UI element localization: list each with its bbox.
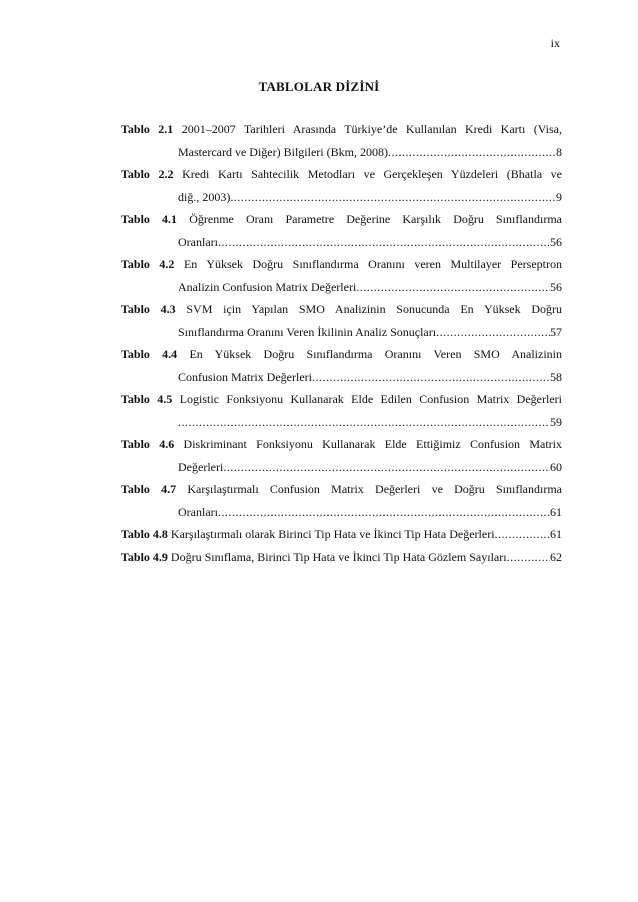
toc-entry-tablo-4-2[interactable] [121,253,562,298]
entry-last-line [121,501,562,524]
entry-page-number: 60 [550,459,562,474]
entry-label: Tablo 4.7 [121,482,177,496]
dot-leader [436,321,550,344]
entry-label: Tablo 4.2 [121,257,175,271]
toc-entry-tablo-4-3[interactable] [121,298,562,343]
entry-first-line [121,343,562,366]
entry-first-line [121,163,562,186]
entry-page-number: 59 [550,414,562,429]
entry-title: Doğru Sınıflama, Birinci Tip Hata ve İkinci Tip Hata Gözlem Sayıları [170,549,507,564]
toc-entry-tablo-4-7[interactable] [121,478,562,523]
toc-entry-tablo-2-2[interactable] [121,163,562,208]
toc-entry-tablo-2-1[interactable] [121,118,562,163]
entry-title-last: Mastercard ve Diğer) Bilgileri (Bkm, 2008) [178,144,388,159]
entry-first-line [121,388,562,411]
dot-leader [356,276,550,299]
entry-page-number: 9 [556,189,562,204]
dot-leader [223,456,550,479]
entry-page-number: 56 [550,279,562,294]
page-title: TABLOLAR DİZİNİ [258,79,380,94]
dot-leader [388,141,556,164]
entry-first-line [121,298,562,321]
entry-title-last: Analizin Confusion Matrix Değerleri [178,279,357,294]
entry-first-line [121,253,562,276]
entry-title-first: Öğrenme Oranı Parametre Değerine Karşılık Doğru Sınıflandırma [189,212,562,226]
toc-entry-tablo-4-1[interactable] [121,208,562,253]
entry-page-number: 61 [550,504,562,519]
entry-title-last: Sınıflandırma Oranını Veren İkilinin Analiz Sonuçları [178,324,437,339]
entry-label: Tablo 4.9 [121,549,168,564]
toc-entry-tablo-4-4[interactable] [121,343,562,388]
entry-last-line [121,321,562,344]
entry-title-first: Logistic Fonksiyonu Kullanarak Elde Edilen Confusion Matrix Değerleri [179,392,562,406]
entry-title-first: En Yüksek Doğru Sınıflandırma Oranını Veren SMO Analizinin [189,347,562,361]
dot-leader [218,231,550,254]
dot-leader [507,546,550,569]
dot-leader [495,523,550,546]
entry-first-line [121,118,562,141]
entry-last-line [121,141,562,164]
entry-title-first: Karşılaştırmalı Confusion Matrix Değerleri ve Doğru Sınıflandırma [187,482,562,496]
table-of-tables [121,118,562,568]
entry-page-number: 58 [550,369,562,384]
entry-label: Tablo 2.2 [121,167,174,181]
entry-label: Tablo 4.5 [121,392,173,406]
entry-last-line [121,276,562,299]
entry-last-line [121,231,562,254]
entry-last-line [121,456,562,479]
entry-first-line [121,478,562,501]
dot-leader [312,366,550,389]
entry-page-number: 62 [550,549,562,564]
entry-last-line [121,186,562,209]
entry-page-number: 57 [550,324,562,339]
entry-title-last: Oranları [178,504,218,519]
entry-page-number: 61 [550,527,562,541]
toc-entry-tablo-4-9[interactable] [121,546,562,569]
entry-page-number: 8 [556,144,562,159]
entry-first-line [121,208,562,231]
entry-title: Karşılaştırmalı olarak Birinci Tip Hata ve İkinci Tip Hata Değerleri [170,527,495,541]
entry-first-line [121,433,562,456]
dot-leader [178,411,550,434]
toc-entry-tablo-4-5[interactable] [121,388,562,433]
entry-title-last: Oranları [178,234,218,249]
entry-title-first: Diskriminant Fonksiyonu Kullanarak Elde Ettiğimiz Confusion Matrix [183,437,562,451]
entry-label: Tablo 4.4 [121,347,178,361]
entry-title-first: SVM için Yapılan SMO Analizinin Sonucunda En Yüksek Doğru [186,302,562,316]
toc-entry-tablo-4-8[interactable] [121,523,562,546]
toc-entry-tablo-4-6[interactable] [121,433,562,478]
entry-title-last: diğ., 2003) [178,189,231,204]
dot-leader [230,186,556,209]
entry-title-first: En Yüksek Doğru Sınıflandırma Oranını veren Multilayer Perseptron [183,257,562,271]
entry-label: Tablo 2.1 [121,122,174,136]
entry-page-number: 56 [550,234,562,249]
entry-title-last: Confusion Matrix Değerleri [178,369,312,384]
entry-label: Tablo 4.1 [121,212,178,226]
entry-label: Tablo 4.6 [121,437,175,451]
entry-title-first: Kredi Kartı Sahtecilik Metodları ve Gerçekleşen Yüzdeleri (Bhatla ve [182,167,562,181]
entry-label: Tablo 4.8 [121,527,168,541]
entry-single-line [121,546,562,569]
entry-label: Tablo 4.3 [121,302,176,316]
entry-last-line [121,366,562,389]
entry-title-first: 2001–2007 Tarihleri Arasında Türkiye’de Kullanılan Kredi Kartı (Visa, [181,122,562,136]
dot-leader [218,501,550,524]
entry-last-line [121,411,562,434]
entry-single-line [121,523,562,546]
entry-title-last: Değerleri [178,459,224,474]
page-number: ix [550,36,560,50]
